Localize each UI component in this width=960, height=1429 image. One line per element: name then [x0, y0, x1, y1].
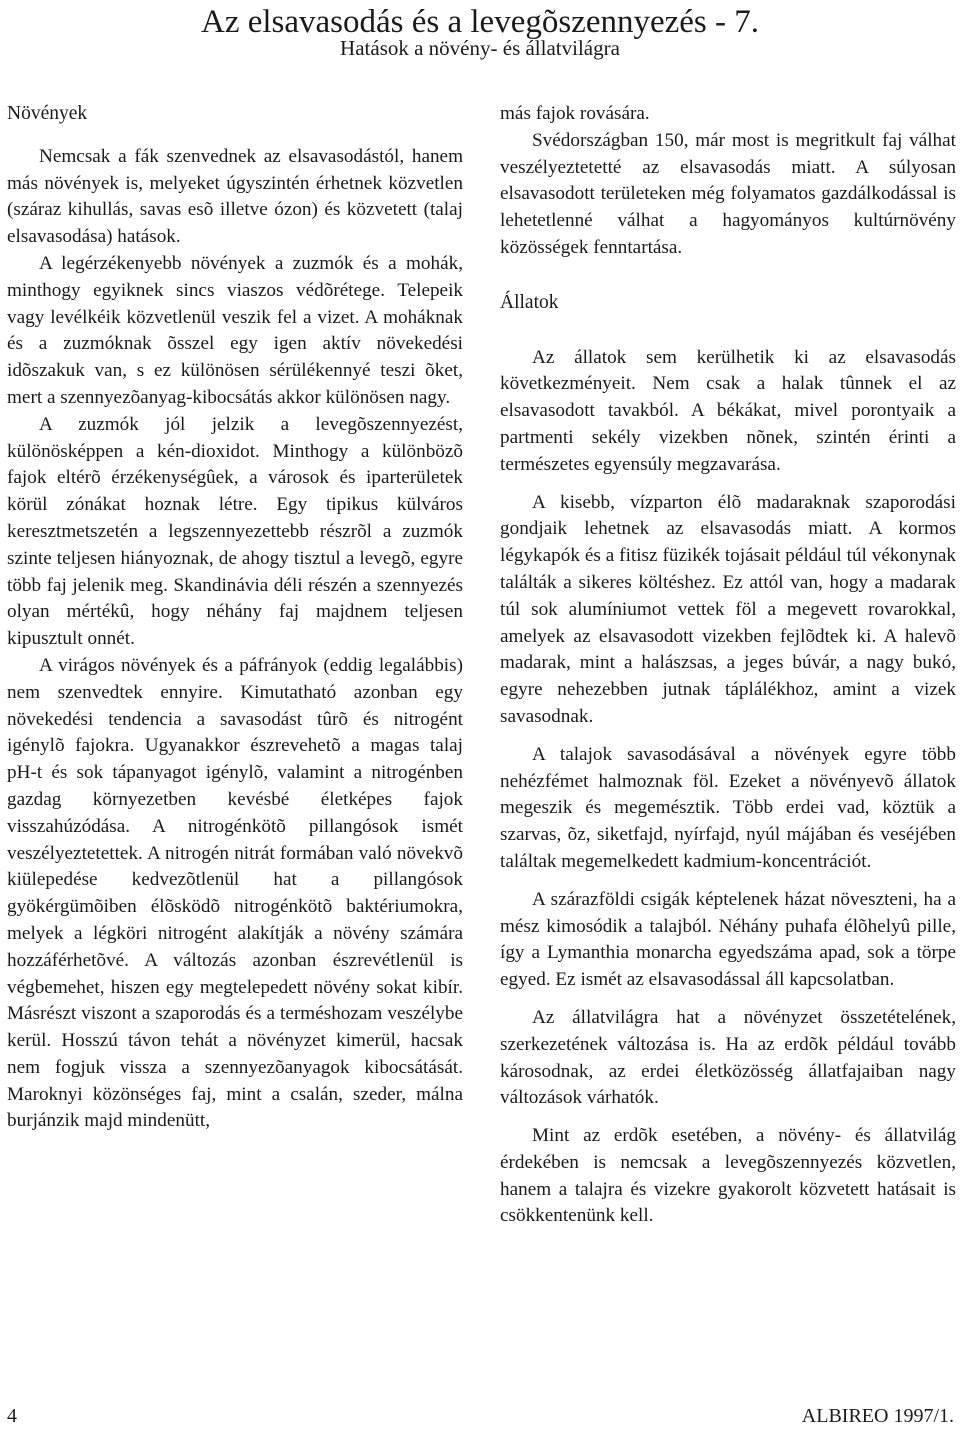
section-heading-animals: Állatok: [500, 291, 559, 313]
paragraph: A talajok savasodásával a növények egyre több nehézfémet halmoznak föl. Ezeket a növényevõ állatok megeszik és megemésztik. Több erdei vad, köztük a szarvas, õz, siketfajd, nyírfajd, nyúl májában és veséjében találtak megemelkedett kadmium-koncentrációt.: [500, 743, 956, 872]
page-title: Az elsavasodás és a levegõszennyezés - 7.: [200, 4, 760, 40]
paragraph-continuation: más fajok rovására.: [500, 103, 650, 124]
paragraph: Az állatok sem kerülhetik ki az elsavasodás következményeit. Nem csak a halak tûnnek el az elsavasodott tavakból. A békákat, mivel porontyaik a partmenti sekély vizekben nõnek, szintén érinti a természetes egyensúly megzavarása.: [500, 346, 956, 475]
page-number: 4: [7, 1405, 17, 1427]
right-column: [500, 101, 956, 1230]
paragraph: Nemcsak a fák szenvednek az elsavasodástól, hanem más növények is, melyeket úgyszintén érhetnek közvetlen (száraz kihullás, savas esõ illetve ózon) és közvetett (talaj elsavasodása) hatások.: [7, 145, 463, 248]
paragraph: Az állatvilágra hat a növényzet összetételének, szerkezetének változása is. Ha az erdõk például tovább károsodnak, az erdei életközösség állatfajaiban nagy változások várhatók.: [500, 1006, 956, 1109]
paragraph: Mint az erdõk esetében, a növény- és állatvilág érdekében is nemcsak a levegõszennyezés közvetlen, hanem a talajra és vizekre gyakorolt közvetett hatásait is csökkentenünk kell.: [500, 1125, 956, 1227]
paragraph: A kisebb, vízparton élõ madaraknak szaporodási gondjaik lehetnek az elsavasodás miatt. A kormos légykapók és a fitisz füzikék tojásait például túl vékonynak találták a sikeres költéshez. Ez attól van, hogy a madarak túl sok alumíniumot vettek föl a megevett rovarokkal, amelyek az elsavasodott vizekben fejlõdtek ki. A halevõ madarak, mint a halászsas, a jeges búvár, a nagy bukó, egyre nehezebben jutnak táplálékhoz, amint a vizek savasodnak.: [500, 491, 956, 727]
paragraph: A szárazföldi csigák képtelenek házat növeszteni, ha a mész kimosódik a talajból. Néhány puhafa élõhelyû pille, így a Lymanthia monarcha egyedszáma apad, sok a törpe egyed. Ez ismét az elsavasodással áll kapcsolatban.: [500, 888, 956, 991]
paragraph: Svédországban 150, már most is megritkult faj válhat veszélyeztetetté az elsavasodás miatt. A súlyosan elsavasodott területeken még folyamatos gazdálkodással is lehetetlenné válhat a hagyományos kultúrnövény közösségek fenntartása.: [500, 129, 956, 258]
publication-info: ALBIREO 1997/1.: [801, 1405, 954, 1427]
paragraph: A legérzékenyebb növények a zuzmók és a mohák, minthogy egyiknek sincs viaszos védõrétege. Telepeik vagy levélkéik közvetlenül veszik fel a vizet. A moháknak és a zuzmóknak õsszel egy igen aktív növekedési idõszakuk van, s ez különösen sérülékennyé teszi õket, mert a szennyezõanyag-kibocsátás akkor különösen nagy.: [7, 252, 463, 408]
paragraph: A virágos növények és a páfrányok (eddig legalábbis) nem szenvedtek ennyire. Kimutatható azonban egy növekedési tendencia a savasodást tûrõ és nitrogént igénylõ fajokra. Ugyanakkor észrevehetõ a magas talaj pH-t és sok tápanyagot igénylõ, valamint a nitrogénben gazdag környezetben kevésbé életképes fajok visszahúzódása. A nitrogénkötõ pillangósok ismét veszélyeztetettek. A nitrogén nitrát formában való növekvõ kiülepedése kedvezõtlenül hat a pillangósok gyökérgümõiben élõsködõ nitrogénkötõ baktériumokra, melyek a légköri nitrogént alakítják a növény számára hozzáférhetõvé. A változás azonban észrevétlenül is végbemehet, hiszen egy megtelepedett növény sokat kibír. Másrészt viszont a szaporodás és a terméshozam veszélybe kerül. Hosszú távon tehát a növényzet kimerül, hacsak nem fogjuk vissza a szennyezõanyagok kibocsátását. Maroknyi közönséges faj, mint a csalán, szeder, málna burjánzik majd mindenütt,: [7, 654, 463, 1132]
left-column: [7, 101, 463, 1135]
section-heading-plants: Növények: [7, 103, 88, 124]
paragraph: A zuzmók jól jelzik a levegõszennyezést, különösképpen a kén-dioxidot. Minthogy a különbözõ fajok eltérõ érzékenységûek, a városok és iparterületek körül zónákat hoznak létre. Egy tipikus külváros keresztmetszetén a legszennyezettebb részrõl a zuzmók szinte teljesen hiányoznak, de ahogy tisztul a levegõ, egyre több faj jelenik meg. Skandinávia déli részén a szennyezés olyan mértékû, hogy néhány faj majdnem teljesen kipusztult onnét.: [7, 413, 463, 650]
page-subtitle: Hatások a növény- és állatvilágra: [340, 36, 620, 60]
